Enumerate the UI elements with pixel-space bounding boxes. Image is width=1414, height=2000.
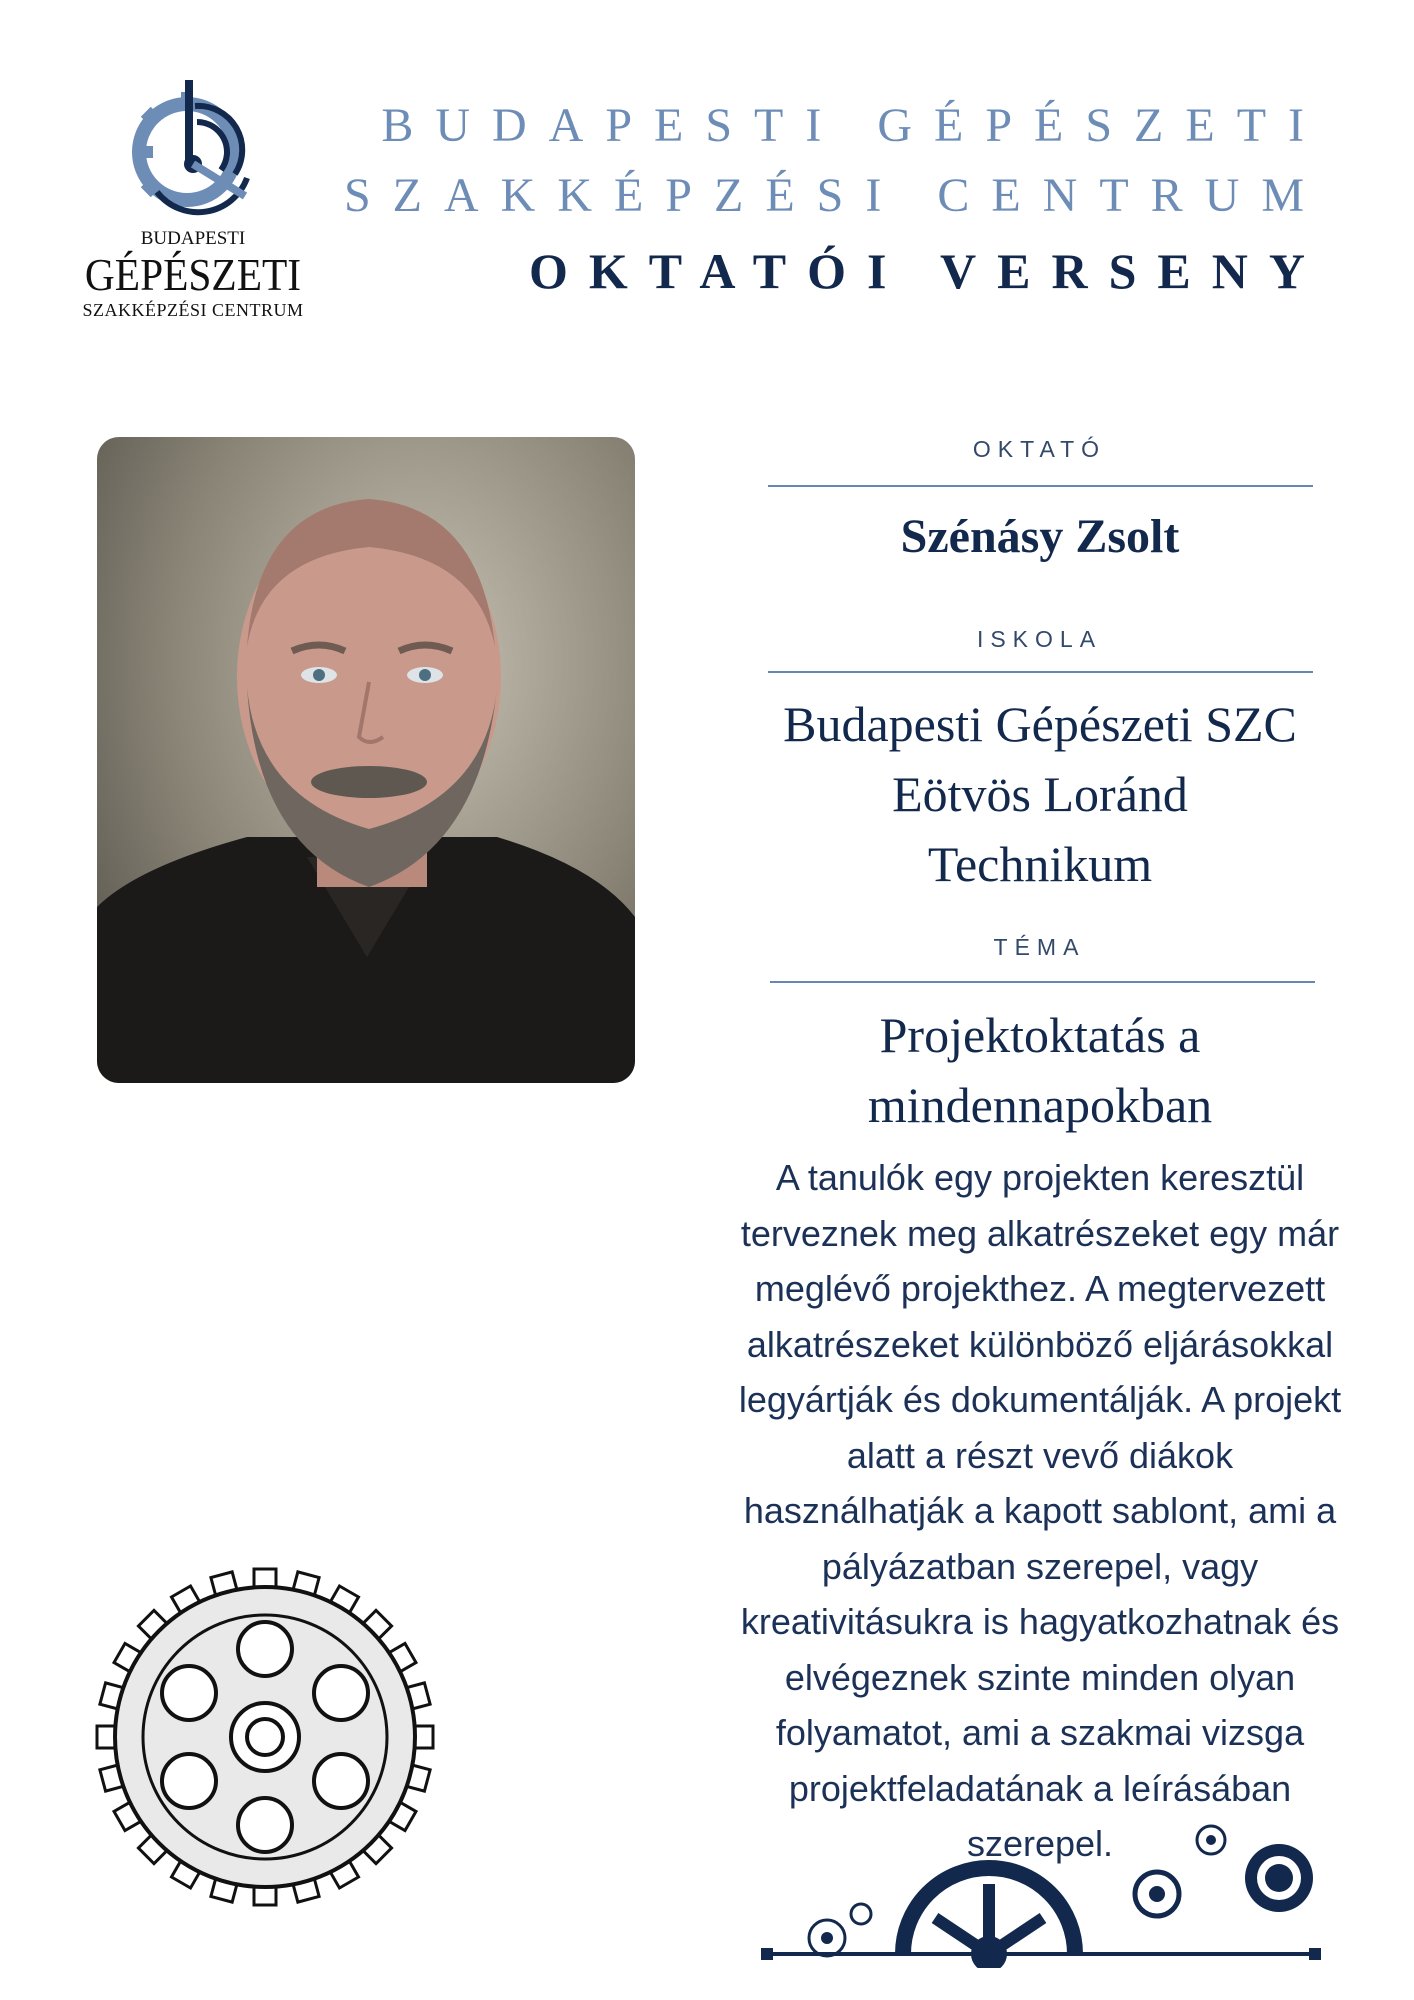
- description-line: terveznek meg alkatrészeket egy már: [740, 1212, 1340, 1254]
- topic-label: TÉMA: [993, 934, 1086, 960]
- divider-school: [768, 671, 1313, 673]
- gear-logo-icon: [117, 74, 267, 224]
- description-line: A tanulók egy projekten keresztül: [775, 1157, 1305, 1198]
- school-line: Technikum: [927, 836, 1153, 892]
- divider-teacher: [768, 485, 1313, 487]
- description-line: pályázatban szerepel, vagy: [821, 1545, 1259, 1587]
- header-line-1: BUDAPESTI GÉPÉSZETI: [381, 99, 1326, 152]
- description-line: alkatrészeket különböző eljárásokkal: [746, 1323, 1334, 1365]
- description-line: elvégeznek szinte minden olyan: [784, 1656, 1296, 1698]
- teacher-photo: [97, 437, 635, 1083]
- school-line: Budapesti Gépészeti SZC: [783, 696, 1297, 752]
- description-line: meglévő projekthez. A megtervezett: [754, 1268, 1326, 1309]
- description-line: alatt a részt vevő diákok: [846, 1434, 1234, 1476]
- topic-description: [680, 1150, 1400, 1872]
- teacher-name: Szénásy Zsolt: [900, 510, 1180, 563]
- logo-text-centrum: SZAKKÉPZÉSI CENTRUM: [82, 300, 304, 320]
- topic-line: Projektoktatás a: [879, 1007, 1201, 1063]
- organization-logo: [62, 74, 324, 330]
- header-line-2: SZAKKÉPZÉSI CENTRUM: [343, 169, 1326, 222]
- description-line: legyártják és dokumentálják. A projekt: [738, 1379, 1342, 1420]
- logo-text-gepeszeti: GÉPÉSZETI: [84, 249, 302, 300]
- school-line: Eötvös Loránd: [892, 766, 1188, 822]
- gear-illustration-icon: [95, 1567, 435, 1907]
- description-line: projektfeladatának a leírásában: [788, 1767, 1292, 1809]
- description-line: folyamatot, ami a szakmai vizsga: [775, 1712, 1305, 1753]
- description-line: szerepel.: [966, 1823, 1114, 1864]
- clockwork-decoration-icon: [757, 1818, 1327, 1968]
- divider-topic: [770, 981, 1315, 983]
- description-line: kreativitásukra is hagyatkozhatnak és: [740, 1601, 1340, 1642]
- logo-text-budapesti: BUDAPESTI: [140, 228, 246, 249]
- teacher-label: OKTATÓ: [972, 436, 1107, 462]
- topic-title: [740, 1000, 1340, 1140]
- description-line: használhatják a kapott sablont, ami a: [743, 1490, 1337, 1531]
- topic-line: mindennapokban: [867, 1077, 1213, 1133]
- school-name: [740, 689, 1340, 899]
- school-label: ISKOLA: [976, 626, 1103, 652]
- header-title: OKTATÓI VERSENY: [528, 243, 1326, 299]
